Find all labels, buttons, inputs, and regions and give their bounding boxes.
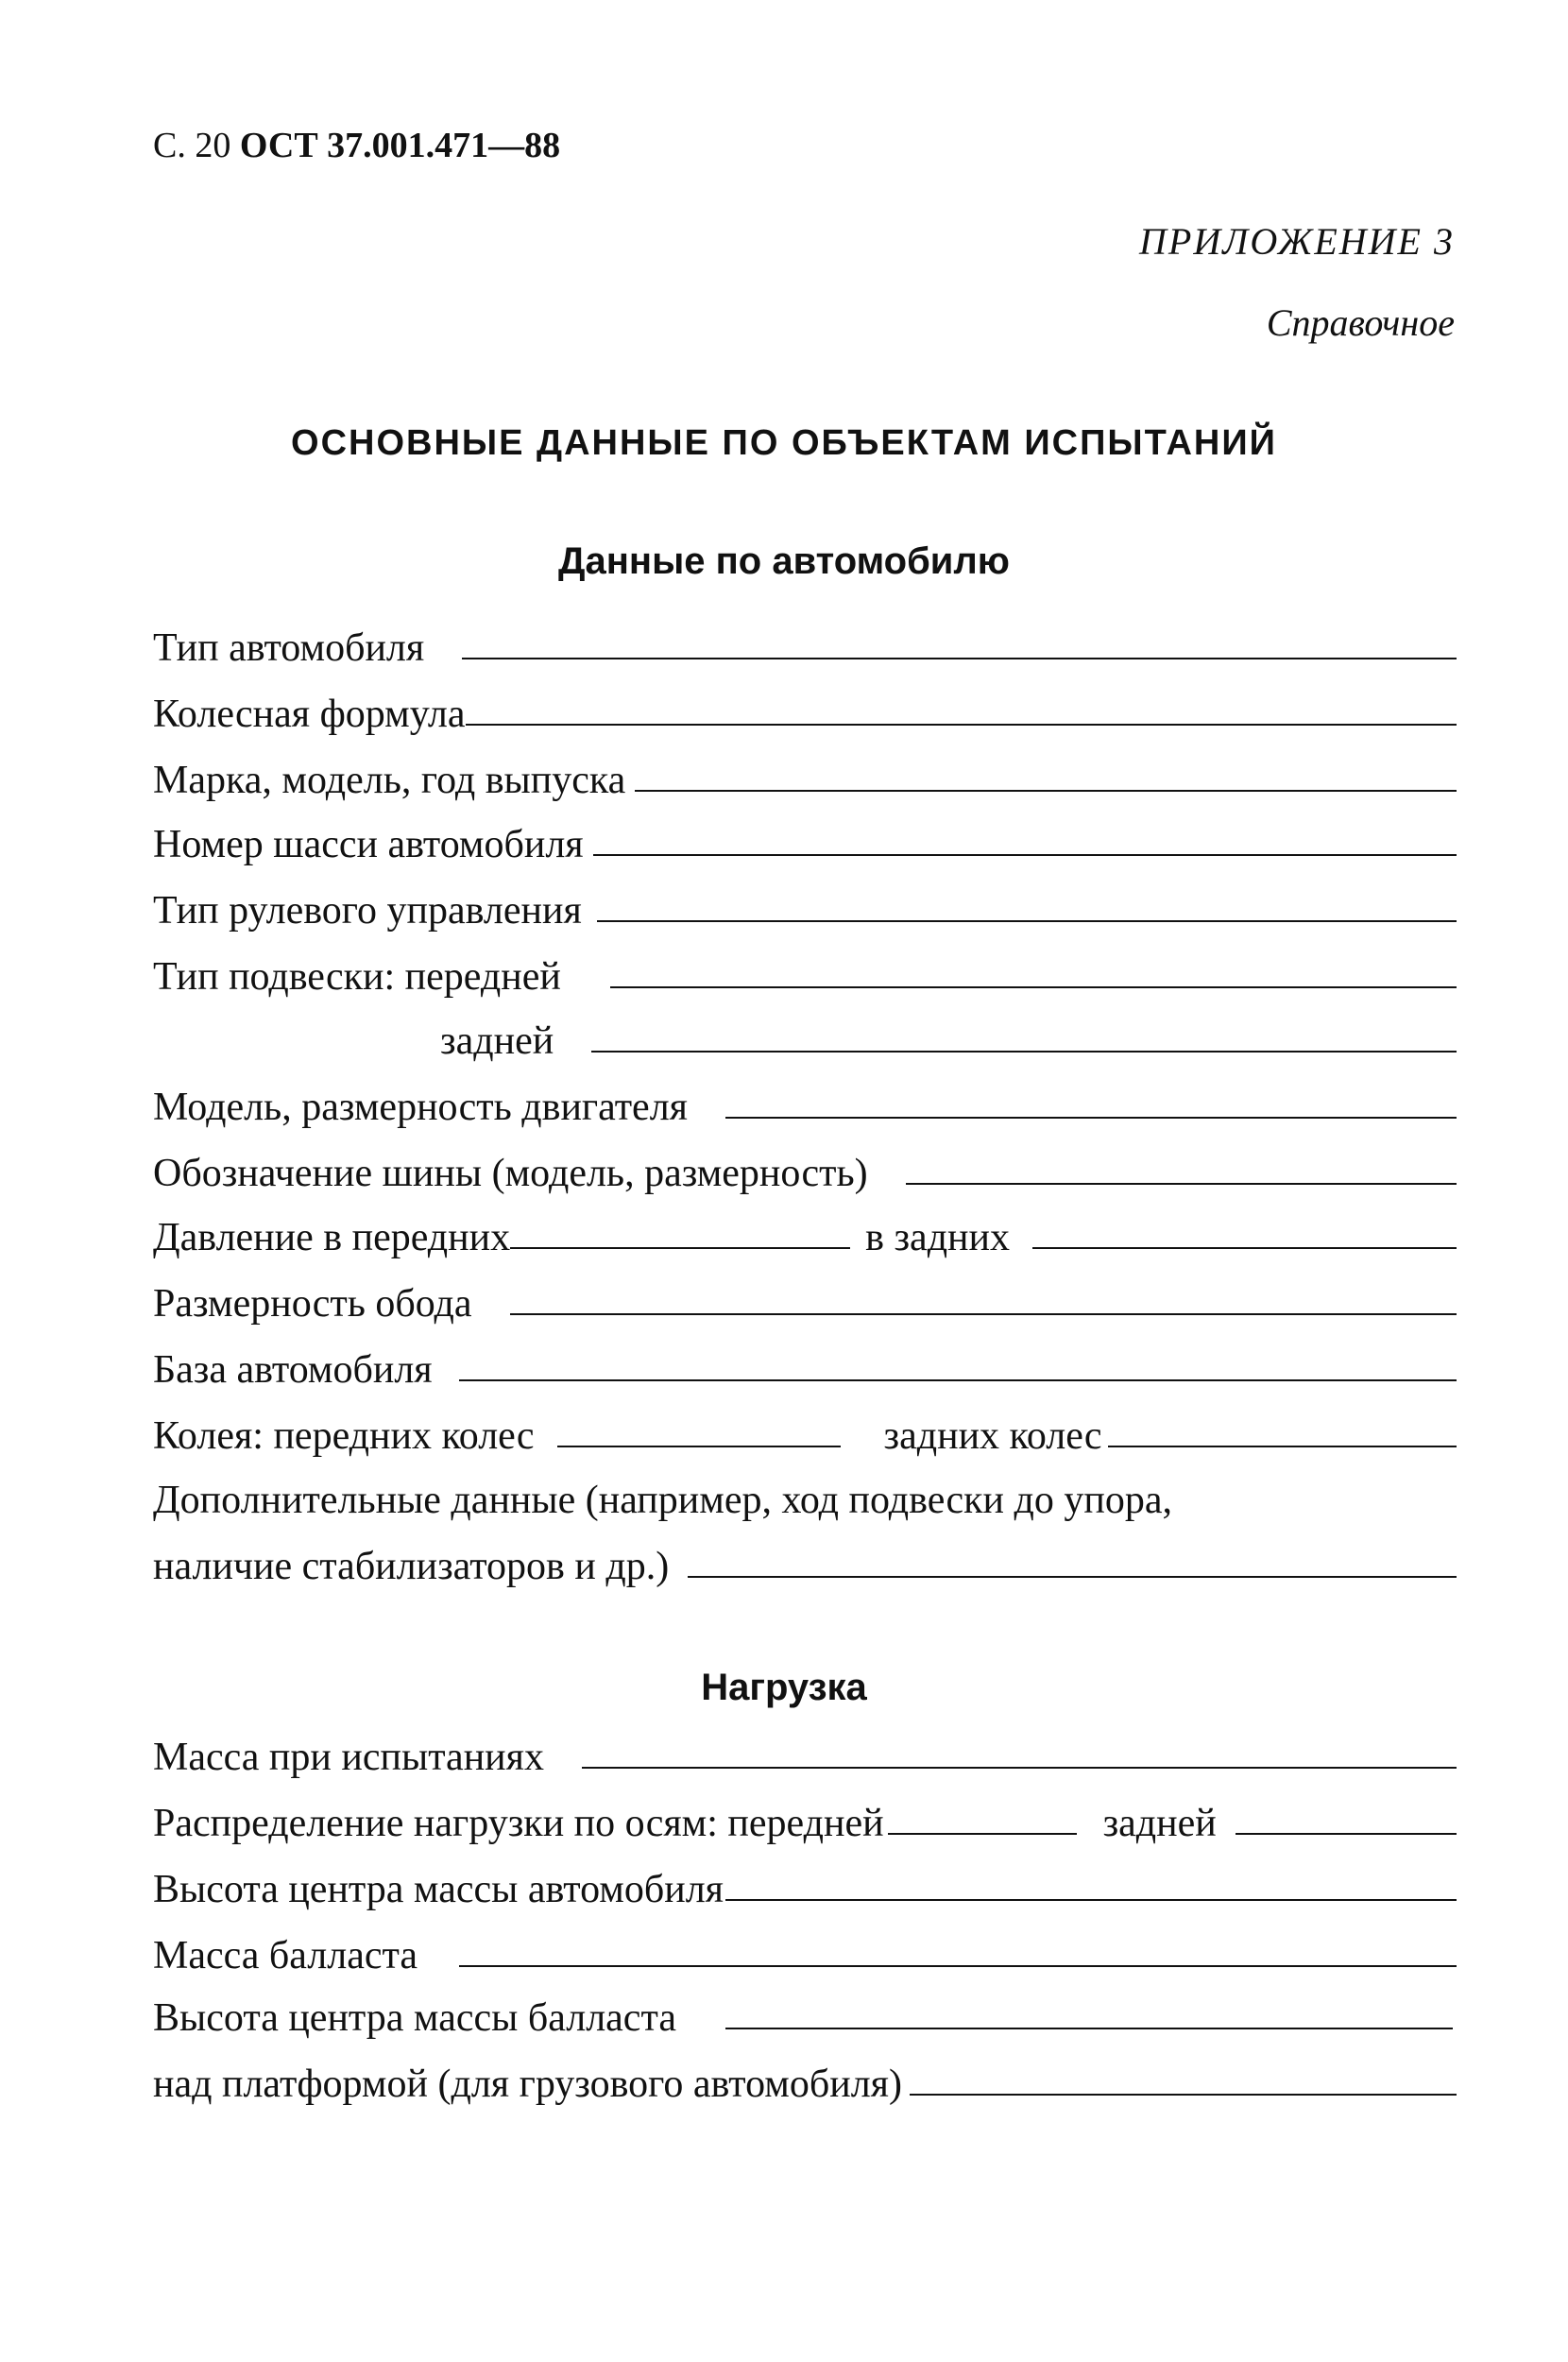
field-rim-size (153, 1279, 1457, 1326)
field-ballast-cg-height (153, 1994, 1453, 2041)
fill-line[interactable] (906, 1183, 1457, 1185)
field-additional-line1: Дополнительные данные (например, ход подвески до упора, (153, 1479, 1172, 1522)
field-label: Колея: передних колес (153, 1414, 535, 1458)
fill-line[interactable] (725, 1117, 1457, 1119)
fill-line[interactable] (725, 2028, 1453, 2029)
field-wheel-formula (153, 690, 1457, 737)
field-wheelbase (153, 1345, 1457, 1393)
page-title: ОСНОВНЫЕ ДАННЫЕ ПО ОБЪЕКТАМ ИСПЫТАНИЙ (291, 423, 1277, 463)
field-label-rear: задней (1102, 1802, 1217, 1845)
vehicle-section-heading: Данные по автомобилю (558, 540, 1010, 582)
field-cg-height (153, 1865, 1457, 1912)
fill-line[interactable] (466, 724, 1457, 726)
field-label-rear: задних колес (883, 1414, 1102, 1458)
field-label: Высота центра массы балласта (153, 1996, 676, 2040)
field-additional-data (153, 1542, 1457, 1589)
field-label: Колесная формула (153, 693, 466, 736)
field-label: Модель, размерность двигателя (153, 1086, 688, 1129)
field-label: Высота центра массы автомобиля (153, 1868, 724, 1911)
standard-code: ОСТ 37.001.471—88 (239, 126, 561, 165)
field-tire-pressure (153, 1213, 1457, 1260)
fill-line-rear[interactable] (1108, 1446, 1457, 1447)
field-label: Обозначение шины (модель, размерность) (153, 1152, 868, 1195)
field-chassis-number (153, 820, 1457, 867)
field-label: Размерность обода (153, 1282, 472, 1326)
field-test-mass (153, 1733, 1457, 1780)
fill-line[interactable] (459, 1965, 1457, 1967)
fill-line[interactable] (635, 790, 1457, 792)
fill-line-front[interactable] (510, 1247, 850, 1249)
field-tire (153, 1149, 1457, 1196)
field-suspension-front (153, 952, 1457, 1000)
field-ballast-cg-platform (153, 2060, 1457, 2107)
field-vehicle-type (153, 624, 1457, 671)
field-label: Номер шасси автомобиля (153, 823, 584, 866)
field-make-model-year (153, 756, 1457, 803)
fill-line[interactable] (597, 920, 1457, 922)
field-label: задней (440, 1019, 554, 1063)
fill-line[interactable] (610, 986, 1457, 988)
field-label: наличие стабилизаторов и др.) (153, 1545, 670, 1588)
fill-line-front[interactable] (557, 1446, 841, 1447)
fill-line[interactable] (593, 854, 1457, 856)
field-label: Распределение нагрузки по осям: передней (153, 1802, 884, 1845)
field-label: Масса балласта (153, 1934, 418, 1977)
field-engine (153, 1083, 1457, 1130)
fill-line[interactable] (591, 1051, 1457, 1053)
field-label: Тип рулевого управления (153, 889, 582, 933)
field-label: База автомобиля (153, 1348, 433, 1392)
page-number: С. 20 (153, 126, 231, 165)
field-track (153, 1412, 1457, 1459)
fill-line[interactable] (725, 1899, 1457, 1901)
fill-line-rear[interactable] (1032, 1247, 1457, 1249)
field-axle-distribution (153, 1799, 1457, 1846)
fill-line-front[interactable] (888, 1833, 1077, 1835)
field-label: Тип подвески: передней (153, 955, 561, 999)
page-header (153, 125, 560, 166)
field-ballast-mass (153, 1931, 1457, 1978)
load-section-heading: Нагрузка (701, 1667, 867, 1708)
fill-line[interactable] (910, 2094, 1457, 2096)
appendix-label: ПРИЛОЖЕНИЕ 3 (1139, 220, 1455, 263)
fill-line[interactable] (688, 1576, 1457, 1578)
field-label: над платформой (для грузового автомобиля) (153, 2062, 902, 2106)
field-label-rear: в задних (865, 1216, 1011, 1259)
fill-line[interactable] (510, 1313, 1457, 1315)
field-steering-type (153, 886, 1457, 933)
fill-line[interactable] (459, 1379, 1457, 1381)
fill-line[interactable] (582, 1767, 1457, 1769)
field-label: Тип автомобиля (153, 626, 425, 670)
field-label: Масса при испытаниях (153, 1736, 544, 1779)
reference-note: Справочное (1266, 301, 1455, 344)
fill-line[interactable] (462, 658, 1457, 659)
field-label: Марка, модель, год выпуска (153, 759, 626, 802)
field-label: Давление в передних (153, 1216, 511, 1259)
fill-line-rear[interactable] (1236, 1833, 1457, 1835)
field-suspension-rear (440, 1017, 1457, 1064)
